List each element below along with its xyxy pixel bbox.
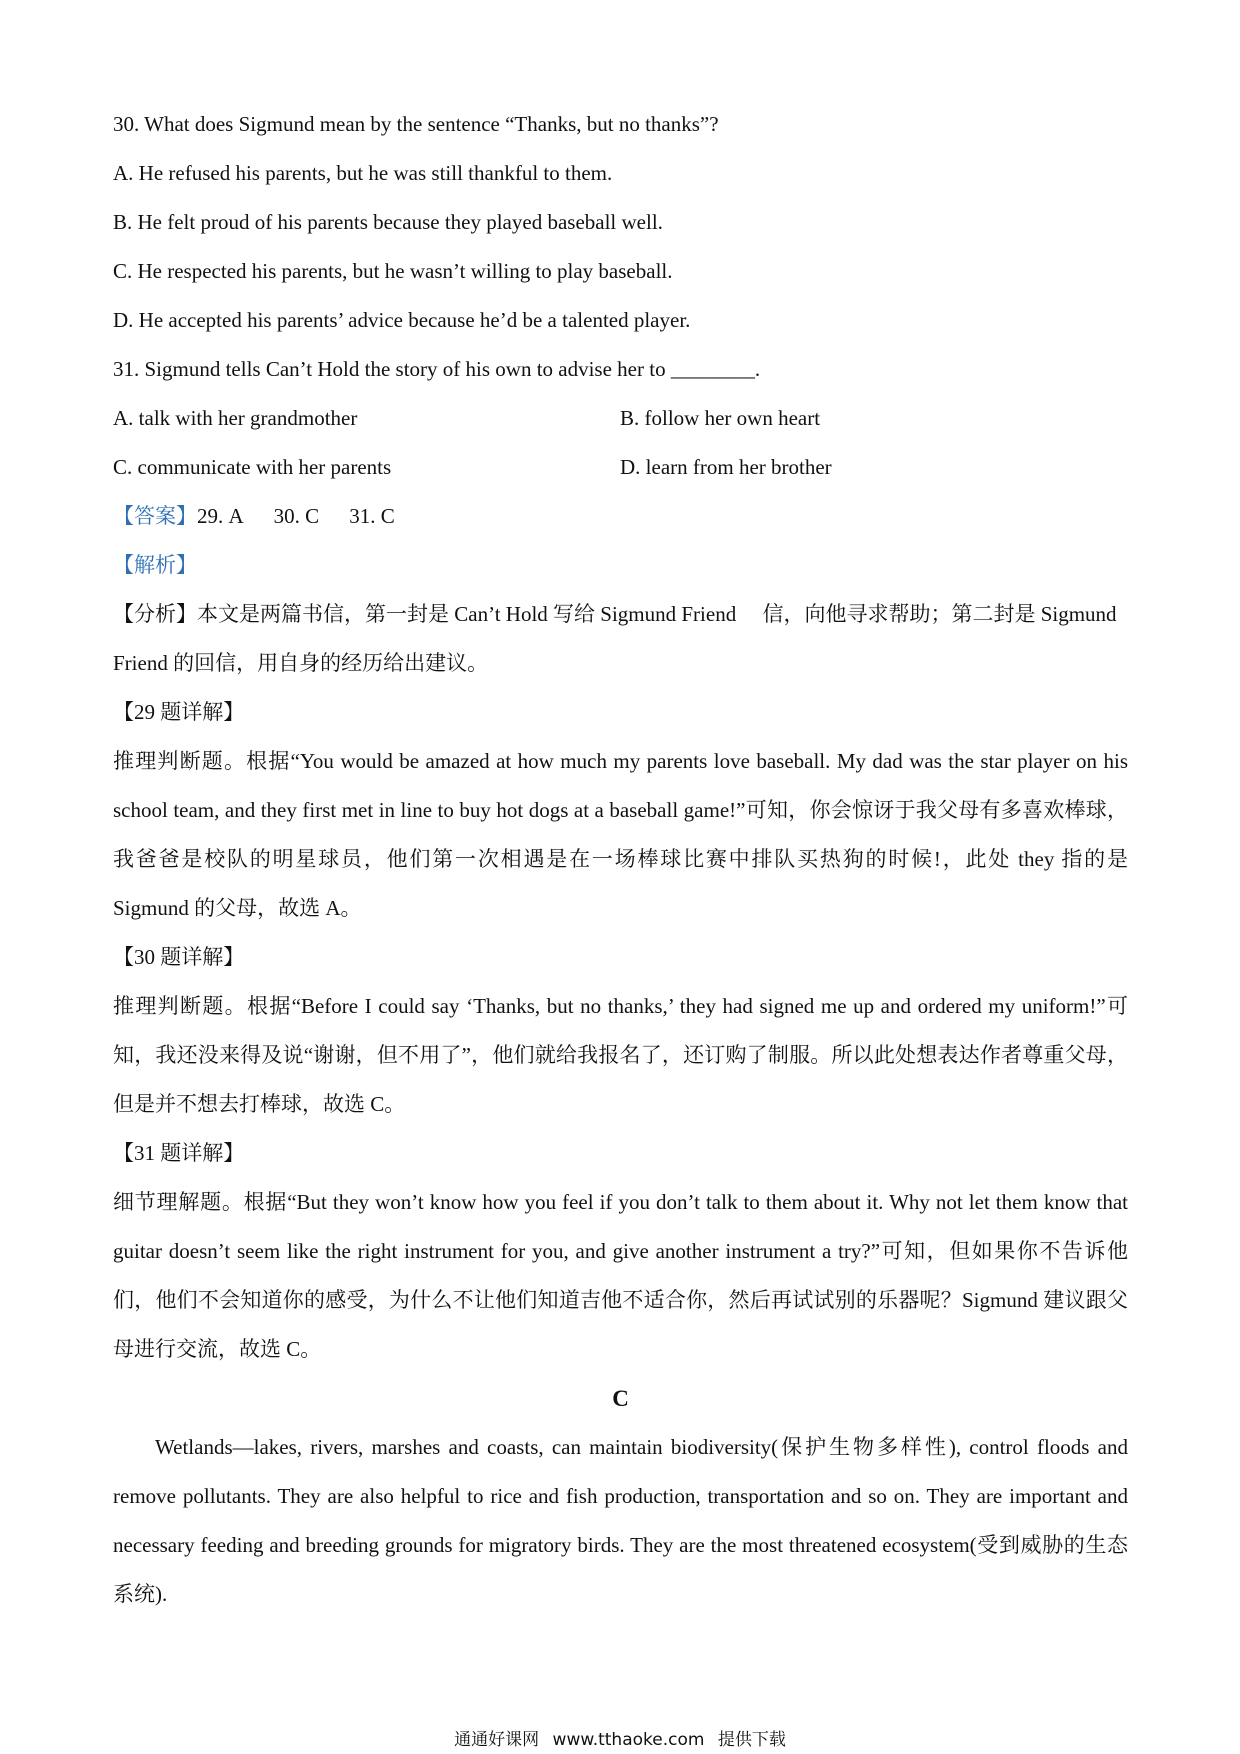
analysis-summary-line-2: Friend 的回信，用自身的经历给出建议。 bbox=[113, 651, 489, 675]
footer-site-name: 通通好课网 bbox=[454, 1730, 540, 1750]
answer-key bbox=[113, 492, 1128, 541]
question-31-options-row-1 bbox=[113, 394, 1128, 443]
detail-29-text: 推理判断题。根据“You would be amazed at how much my parents love baseball. My dad was the star player on his school team, and they first met in line to buy hot dogs at a baseball game!”可知，你会惊讶于我父母有多喜欢棒球，我爸爸是校队的明星球员，他们第一次相遇是在一场棒球比赛中排队买热狗的时候!，此处 they 指的是 Sigmund 的父母，故选 A。 bbox=[113, 749, 1128, 920]
detail-30-text: 推理判断题。根据“Before I could say ‘Thanks, but no thanks,’ they had signed me up and ordered my uniform!”可知，我还没来得及说“谢谢，但不用了”，他们就给我报名了，还订购了制服。所以此处想表达作者尊重父母，但是并不想去打棒球，故选 C。 bbox=[113, 994, 1128, 1116]
footer-url: www.tthaoke.com bbox=[552, 1730, 705, 1750]
detail-31-heading: 【31 题详解】 bbox=[113, 1141, 245, 1165]
question-31-option-b: B. follow her own heart bbox=[620, 406, 821, 430]
question-30-option-b: B. He felt proud of his parents because they played baseball well. bbox=[113, 210, 663, 234]
question-30-option-c: C. He respected his parents, but he wasn’t willing to play baseball. bbox=[113, 259, 673, 283]
question-30-stem: 30. What does Sigmund mean by the sentence “Thanks, but no thanks”? bbox=[113, 112, 719, 136]
question-30-option-d: D. He accepted his parents’ advice because he’d be a talented player. bbox=[113, 308, 691, 332]
analysis-label: 【解析】 bbox=[113, 553, 197, 577]
footer-suffix: 提供下载 bbox=[717, 1730, 786, 1750]
question-31-stem: 31. Sigmund tells Can’t Hold the story of his own to advise her to ________. bbox=[113, 357, 761, 381]
detail-30-heading: 【30 题详解】 bbox=[113, 945, 245, 969]
detail-31-text: 细节理解题。根据“But they won’t know how you feel if you don’t talk to them about it. Why not let them know that guitar doesn’t seem like the right instrument for you, and give another instrument a try?”可知，但如果你不告诉他们，他们不会知道你的感受，为什么不让他们知道吉他不适合你，然后再试试别的乐器呢？Sigmund 建议跟父母进行交流，故选 C。 bbox=[113, 1190, 1128, 1361]
section-c-passage: Wetlands—lakes, rivers, marshes and coasts, can maintain biodiversity(保护生物多样性), control floods and remove pollutants. They are also helpful to rice and fish production, transportation and so on. They are important and necessary feeding and breeding grounds for migratory birds. They are the most threatened ecosystem(受到威胁的生态系统). bbox=[113, 1435, 1128, 1606]
question-31-option-a: A. talk with her grandmother bbox=[113, 406, 358, 430]
answer-item: 29. A bbox=[197, 504, 244, 528]
detail-29-heading: 【29 题详解】 bbox=[113, 700, 245, 724]
answer-item: 30. C bbox=[273, 504, 320, 528]
answer-label: 【答案】 bbox=[113, 504, 197, 528]
analysis-summary-line-1: 【分析】本文是两篇书信，第一封是 Can’t Hold 写给 Sigmund Friend 信，向他寻求帮助；第二封是 Sigmund bbox=[113, 602, 1117, 626]
question-31-option-c: C. communicate with her parents bbox=[113, 455, 392, 479]
question-31-options-row-2 bbox=[113, 443, 1128, 492]
question-31-option-d: D. learn from her brother bbox=[620, 455, 832, 479]
section-c-heading: C bbox=[612, 1386, 629, 1411]
answer-item: 31. C bbox=[349, 504, 395, 528]
document-page bbox=[113, 100, 1128, 1619]
question-30-option-a: A. He refused his parents, but he was still thankful to them. bbox=[113, 161, 613, 185]
page-footer bbox=[0, 1725, 1240, 1750]
